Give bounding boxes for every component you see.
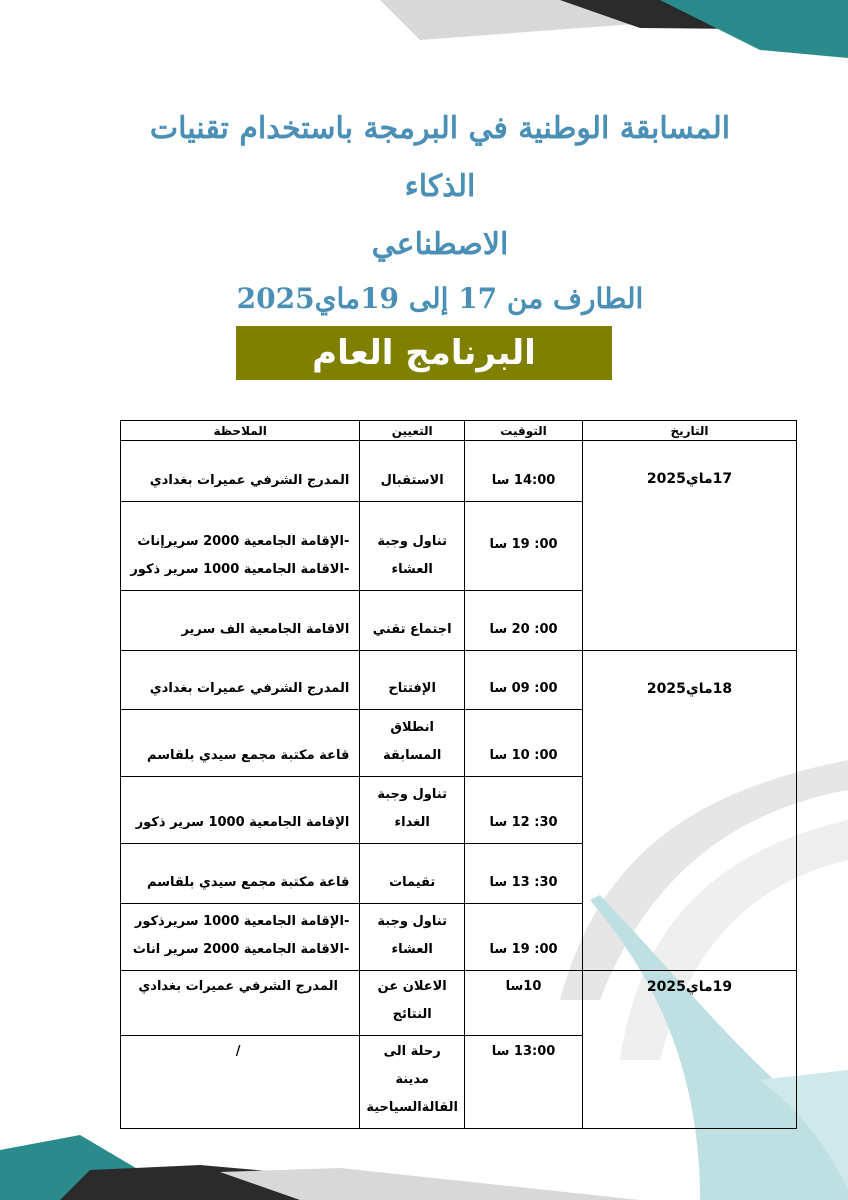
row-note xyxy=(121,777,360,844)
row-activity xyxy=(360,844,465,904)
note-line: المدرج الشرفي عميرات بغدادي xyxy=(149,473,350,488)
table-row xyxy=(121,651,797,710)
row-note xyxy=(121,441,360,502)
activity-line: المسابقة xyxy=(383,748,442,763)
row-activity xyxy=(360,441,465,502)
day-date: 18ماي2025 xyxy=(583,651,797,971)
activity-line: تقيمات xyxy=(389,875,436,890)
note-line: قاعة مكتبة مجمع سيدي بلقاسم xyxy=(147,748,350,763)
activity-line: القالةالسياحية xyxy=(366,1100,458,1115)
page-title-line-2: الاصطناعي xyxy=(371,227,509,262)
note-line: المدرج الشرفي عميرات بغدادي xyxy=(138,979,338,994)
row-time: 10سا xyxy=(465,971,583,1036)
page-title-line-1: المسابقة الوطنية في البرمجة باستخدام تقنيات الذكاء xyxy=(149,111,731,204)
title-block xyxy=(140,100,740,324)
header-activity: التعيين xyxy=(360,421,465,441)
activity-line: الاعلان عن xyxy=(377,979,447,994)
row-time: 00: 20 سا xyxy=(465,591,583,651)
program-banner: البرنامج العام للتظاهرة xyxy=(236,326,612,380)
note-line: قاعة مكتبة مجمع سيدي بلقاسم xyxy=(147,875,350,890)
header-time: التوقيت xyxy=(465,421,583,441)
activity-line: انطلاق xyxy=(390,720,434,735)
row-activity xyxy=(360,591,465,651)
row-activity xyxy=(360,777,465,844)
top-teal-stripe xyxy=(660,0,848,58)
row-time: 00: 19 سا xyxy=(465,502,583,591)
row-activity xyxy=(360,1036,465,1129)
row-time: 14:00 سا xyxy=(465,441,583,502)
row-note xyxy=(121,844,360,904)
row-note xyxy=(121,710,360,777)
row-time: 00: 09 سا xyxy=(465,651,583,710)
row-activity xyxy=(360,971,465,1036)
row-note xyxy=(121,904,360,971)
row-time: 13:00 سا xyxy=(465,1036,583,1129)
note-line: / xyxy=(235,1044,241,1059)
row-time: 00: 19 سا xyxy=(465,904,583,971)
event-location-dates: الطارف من 17 إلى 19ماي2025 xyxy=(236,282,644,315)
note-line: المدرج الشرفي عميرات بغدادي xyxy=(149,681,350,696)
header-date: التاريخ xyxy=(583,421,797,441)
table-row xyxy=(121,441,797,502)
row-activity xyxy=(360,502,465,591)
row-time: 30: 12 سا xyxy=(465,777,583,844)
row-activity xyxy=(360,651,465,710)
header-note: الملاحظة xyxy=(121,421,360,441)
row-note xyxy=(121,502,360,591)
row-time: 30: 13 سا xyxy=(465,844,583,904)
activity-line: رحلة الى مدينة xyxy=(383,1044,441,1087)
note-line: الاقامة الجامعية الف سرير xyxy=(181,622,350,637)
note-line: -الاقامة الجامعية 1000 سرير ذكور xyxy=(130,562,350,577)
day-date: 17ماي2025 xyxy=(583,441,797,651)
activity-line: الإفتتاح xyxy=(388,681,436,696)
row-note xyxy=(121,1036,360,1129)
note-line: -الإقامة الجامعية 2000 سريرإناث xyxy=(137,534,350,549)
activity-line: تناول وجبة xyxy=(377,534,447,549)
activity-line: تناول وجبة xyxy=(377,787,447,802)
row-time: 00: 10 سا xyxy=(465,710,583,777)
note-line: -الإقامة الجامعية 1000 سريرذكور xyxy=(134,914,350,929)
table-header-row xyxy=(121,421,797,441)
activity-line: العشاء xyxy=(391,942,433,957)
row-note xyxy=(121,971,360,1036)
activity-line: العشاء xyxy=(391,562,433,577)
activity-line: تناول وجبة xyxy=(377,914,447,929)
note-line: الإقامة الجامعية 1000 سرير ذكور xyxy=(135,815,350,830)
note-line: -الاقامة الجامعية 2000 سرير اناث xyxy=(132,942,350,957)
activity-line: اجتماع تقني xyxy=(372,622,452,637)
row-activity xyxy=(360,904,465,971)
row-activity xyxy=(360,710,465,777)
table-row xyxy=(121,971,797,1036)
day-date: 19ماي2025 xyxy=(583,971,797,1129)
activity-line: النتائج xyxy=(392,1007,432,1022)
activity-line: الاستقبال xyxy=(380,473,444,488)
schedule-table xyxy=(120,420,797,1129)
activity-line: الغداء xyxy=(394,815,430,830)
row-note xyxy=(121,651,360,710)
row-note xyxy=(121,591,360,651)
